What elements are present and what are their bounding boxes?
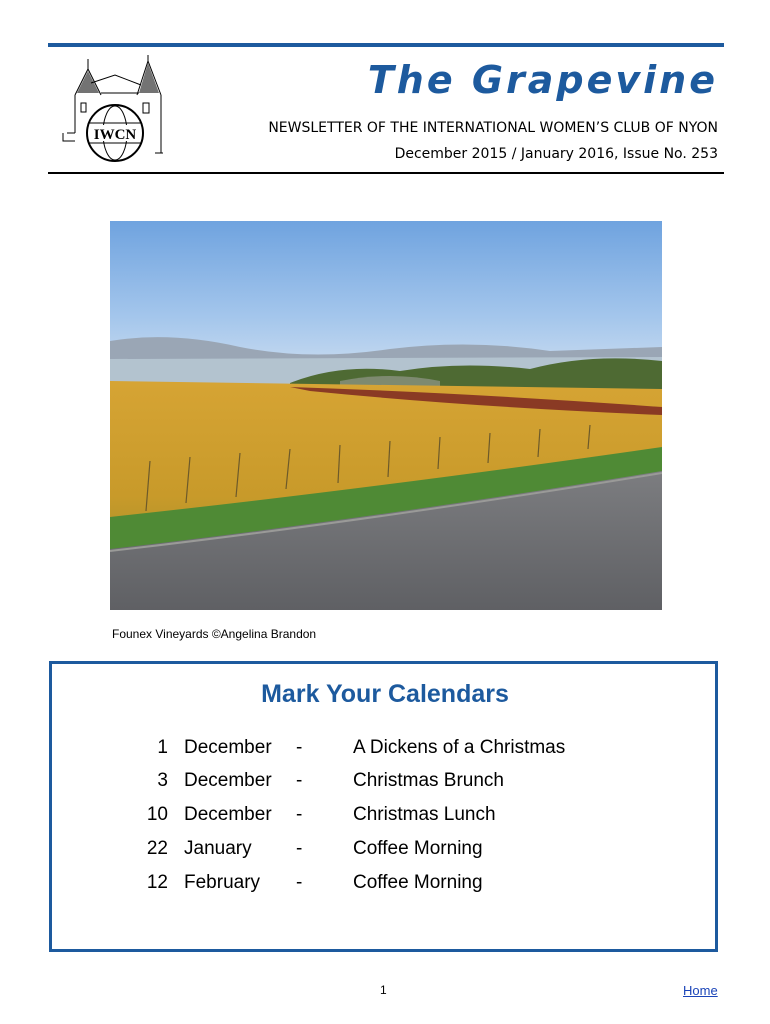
event-name: Christmas Brunch: [353, 770, 504, 791]
issue-info: December 2015 / January 2016, Issue No. 253: [394, 146, 718, 162]
event-name: A Dickens of a Christmas: [353, 737, 566, 758]
event-separator: -: [296, 737, 303, 758]
calendar-event-row: [0, 838, 770, 862]
event-day: 3: [157, 770, 168, 791]
vineyard-photo: [110, 221, 662, 610]
club-logo: [55, 53, 170, 175]
photo-caption: Founex Vineyards ©Angelina Brandon: [112, 627, 317, 641]
event-name: Christmas Lunch: [353, 804, 496, 825]
header-top-rule: [48, 43, 724, 47]
page-number: 1: [380, 983, 387, 997]
calendar-event-row: [0, 872, 770, 896]
event-name: Coffee Morning: [353, 872, 483, 893]
event-month: December: [184, 737, 272, 758]
event-month: February: [184, 872, 261, 893]
event-day: 1: [157, 737, 168, 758]
calendar-event-row: [0, 737, 770, 761]
event-day: 12: [146, 872, 168, 893]
event-name: Coffee Morning: [353, 838, 483, 859]
home-link[interactable]: Home: [683, 983, 718, 998]
event-day: 22: [146, 838, 168, 859]
header-bottom-rule: [48, 172, 724, 174]
event-separator: -: [296, 804, 303, 825]
newsletter-title: The Grapevine: [367, 58, 718, 102]
event-day: 10: [146, 804, 168, 825]
calendar-event-row: [0, 770, 770, 794]
event-month: December: [184, 804, 272, 825]
calendar-event-row: [0, 804, 770, 828]
event-separator: -: [296, 872, 303, 893]
event-separator: -: [296, 770, 303, 791]
svg-text:IWCN: IWCN: [93, 127, 137, 143]
event-month: December: [184, 770, 272, 791]
event-month: January: [184, 838, 252, 859]
newsletter-subtitle: NEWSLETTER OF THE INTERNATIONAL WOMEN’S CLUB OF NYON: [268, 120, 718, 136]
event-separator: -: [296, 838, 303, 859]
calendar-heading: Mark Your Calendars: [261, 680, 509, 708]
